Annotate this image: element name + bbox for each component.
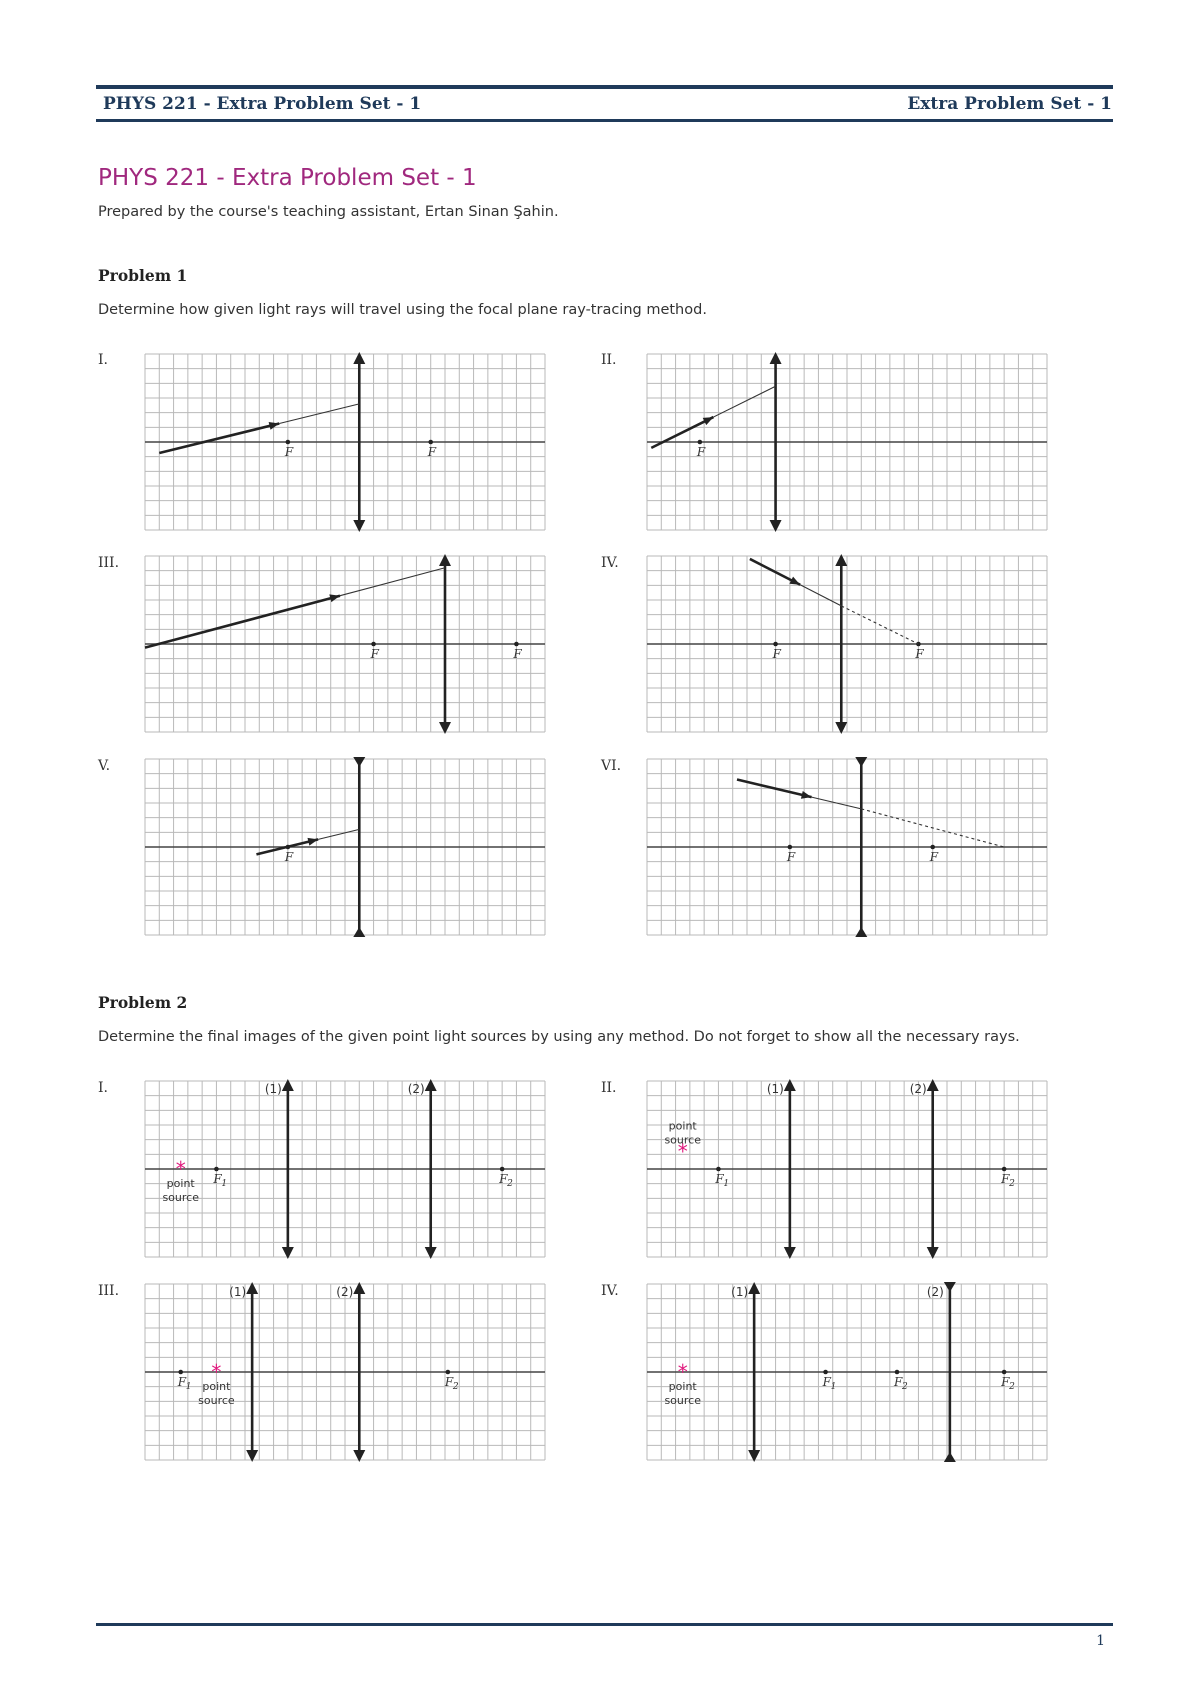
focal-point-dot	[214, 1167, 219, 1172]
document-subtitle: Prepared by the course's teaching assistant, Ertan Sinan Şahin.	[98, 204, 559, 220]
point-source-label: source	[162, 1191, 199, 1204]
focal-point-dot	[930, 845, 935, 850]
p2-panel-4-label: IV.	[601, 1283, 619, 1299]
ray-diagram-svg	[143, 1280, 547, 1464]
focal-point-dot	[788, 845, 793, 850]
focal-point-label: F	[284, 445, 294, 459]
p1-panel-6-label: VI.	[601, 758, 622, 774]
point-source-asterisk: *	[175, 1157, 186, 1181]
lens-vee-top	[855, 757, 867, 767]
lens-tag: (1)	[264, 1082, 282, 1096]
document-title: PHYS 221 - Extra Problem Set - 1	[98, 165, 477, 191]
focal-point-subscript: 2	[507, 1179, 513, 1189]
lens-tag: (2)	[336, 1285, 354, 1299]
p2-panel-4-diagram	[647, 1284, 1047, 1460]
p2-panel-3-label: III.	[98, 1283, 120, 1299]
focal-point-dot	[500, 1167, 505, 1172]
p1-panel-4-diagram	[647, 556, 1047, 732]
p1-panel-4-label: IV.	[601, 555, 619, 571]
ray-diagram-svg	[645, 1077, 1049, 1261]
point-source-label: point	[668, 1380, 697, 1393]
focal-point-dot	[178, 1370, 183, 1375]
focal-point-dot	[698, 440, 703, 445]
p1-panel-5-diagram	[145, 759, 545, 935]
header-rule-top	[96, 85, 1113, 89]
focal-point-dot	[716, 1167, 721, 1172]
p1-panel-2-label: II.	[601, 352, 617, 368]
focal-point-label: F	[894, 1375, 903, 1389]
point-source-label: source	[664, 1394, 701, 1407]
lens-tag: (1)	[731, 1285, 749, 1299]
p2-panel-1-diagram	[145, 1081, 545, 1257]
p1-panel-5-label: V.	[98, 758, 111, 774]
focal-point-dot	[286, 440, 291, 445]
focal-point-dot	[446, 1370, 451, 1375]
lens-tag: (2)	[926, 1285, 944, 1299]
ray-incident-segment	[145, 596, 340, 648]
focal-point-label: F	[370, 647, 379, 661]
running-header-left: PHYS 221 - Extra Problem Set - 1	[103, 94, 422, 114]
focal-point-subscript: 1	[723, 1179, 730, 1189]
problem-1-instruction: Determine how given light rays will travel using the focal plane ray-tracing method.	[98, 302, 707, 318]
problem-1-heading: Problem 1	[98, 266, 188, 285]
focal-point-dot	[428, 440, 433, 445]
focal-point-dot	[1002, 1167, 1007, 1172]
ray-segment	[800, 585, 841, 606]
ray-diagram-svg	[645, 350, 1049, 534]
focal-point-dot	[1002, 1370, 1007, 1375]
ray-diagram-svg	[143, 755, 547, 939]
point-source-asterisk: *	[677, 1360, 688, 1384]
focal-point-subscript: 2	[902, 1382, 908, 1392]
focal-point-subscript: 1	[185, 1382, 192, 1392]
ray-incident-segment	[159, 424, 279, 453]
p1-panel-1-label: I.	[98, 352, 108, 368]
ray-segment	[340, 568, 445, 596]
ray-diagram-svg	[143, 1077, 547, 1261]
focal-point-subscript: 2	[1009, 1179, 1015, 1189]
p1-panel-2-diagram	[647, 354, 1047, 530]
p1-panel-1-diagram	[145, 354, 545, 530]
lens-vee-bottom	[944, 1452, 956, 1462]
point-source-label: source	[664, 1133, 701, 1147]
point-source-asterisk: *	[211, 1360, 222, 1384]
focal-point-subscript: 2	[452, 1382, 459, 1392]
focal-point-label: F	[915, 647, 924, 661]
page-number: 1	[1096, 1633, 1105, 1649]
lens-vee-top	[353, 757, 365, 767]
focal-point-dot	[371, 642, 376, 647]
focal-point-label: F	[444, 1375, 454, 1389]
focal-point-label: F	[1001, 1172, 1010, 1186]
point-source-label: point	[668, 1119, 697, 1133]
focal-point-label: F	[177, 1375, 187, 1389]
focal-point-label: F	[427, 445, 437, 459]
focal-point-dot	[823, 1370, 828, 1375]
focal-point-subscript: 1	[221, 1179, 228, 1189]
focal-point-dot	[514, 642, 519, 647]
ray-extension-dashed	[841, 606, 918, 644]
lens-tag: (1)	[766, 1082, 784, 1096]
ray-diagram-svg	[143, 552, 547, 736]
running-header-right: Extra Problem Set - 1	[907, 94, 1112, 114]
p1-panel-6-diagram	[647, 759, 1047, 935]
ray-diagram-svg	[645, 755, 1049, 939]
focal-point-label: F	[284, 850, 294, 864]
ray-segment	[318, 829, 359, 839]
p1-panel-3-label: III.	[98, 555, 120, 571]
ray-diagram-svg	[645, 1280, 1049, 1464]
focal-point-label: F	[1001, 1375, 1010, 1389]
focal-point-label: F	[499, 1172, 508, 1186]
lens-vee-top	[944, 1282, 956, 1292]
focal-point-dot	[916, 642, 921, 647]
focal-point-subscript: 2	[1009, 1382, 1015, 1392]
focal-point-label: F	[786, 850, 796, 864]
p2-panel-2-label: II.	[601, 1080, 617, 1096]
problem-2-heading: Problem 2	[98, 993, 188, 1012]
ray-segment	[279, 404, 359, 424]
problem-2-instruction: Determine the final images of the given point light sources by using any method. Do not forget to show all the necessary rays.	[98, 1029, 1020, 1045]
focal-point-label: F	[513, 647, 522, 661]
lens-vee-bottom	[353, 927, 365, 937]
p2-panel-1-label: I.	[98, 1080, 108, 1096]
focal-point-dot	[773, 642, 778, 647]
point-source-asterisk: *	[677, 1139, 688, 1164]
point-source-label: point	[166, 1177, 195, 1190]
focal-point-label: F	[822, 1375, 831, 1389]
focal-point-subscript: 1	[830, 1382, 837, 1392]
lens-tag: (2)	[407, 1082, 425, 1096]
focal-point-dot	[895, 1370, 900, 1375]
p2-panel-3-diagram	[145, 1284, 545, 1460]
lens-tag: (1)	[229, 1285, 247, 1299]
focal-point-label: F	[772, 647, 781, 661]
focal-point-label: F	[696, 445, 706, 459]
focal-point-label: F	[213, 1172, 222, 1186]
lens-vee-bottom	[855, 927, 867, 937]
focal-point-label: F	[929, 850, 939, 864]
point-source-label: point	[202, 1380, 231, 1393]
p1-panel-3-diagram	[145, 556, 545, 732]
footer-rule	[96, 1623, 1113, 1626]
ray-diagram-svg	[143, 350, 547, 534]
p2-panel-2-diagram	[647, 1081, 1047, 1257]
lens-tag: (2)	[909, 1082, 927, 1096]
point-source-label: source	[198, 1394, 235, 1407]
ray-diagram-svg	[645, 552, 1049, 736]
ray-arrowhead	[789, 577, 802, 589]
header-rule-bottom	[96, 119, 1113, 122]
focal-point-label: F	[715, 1172, 724, 1186]
